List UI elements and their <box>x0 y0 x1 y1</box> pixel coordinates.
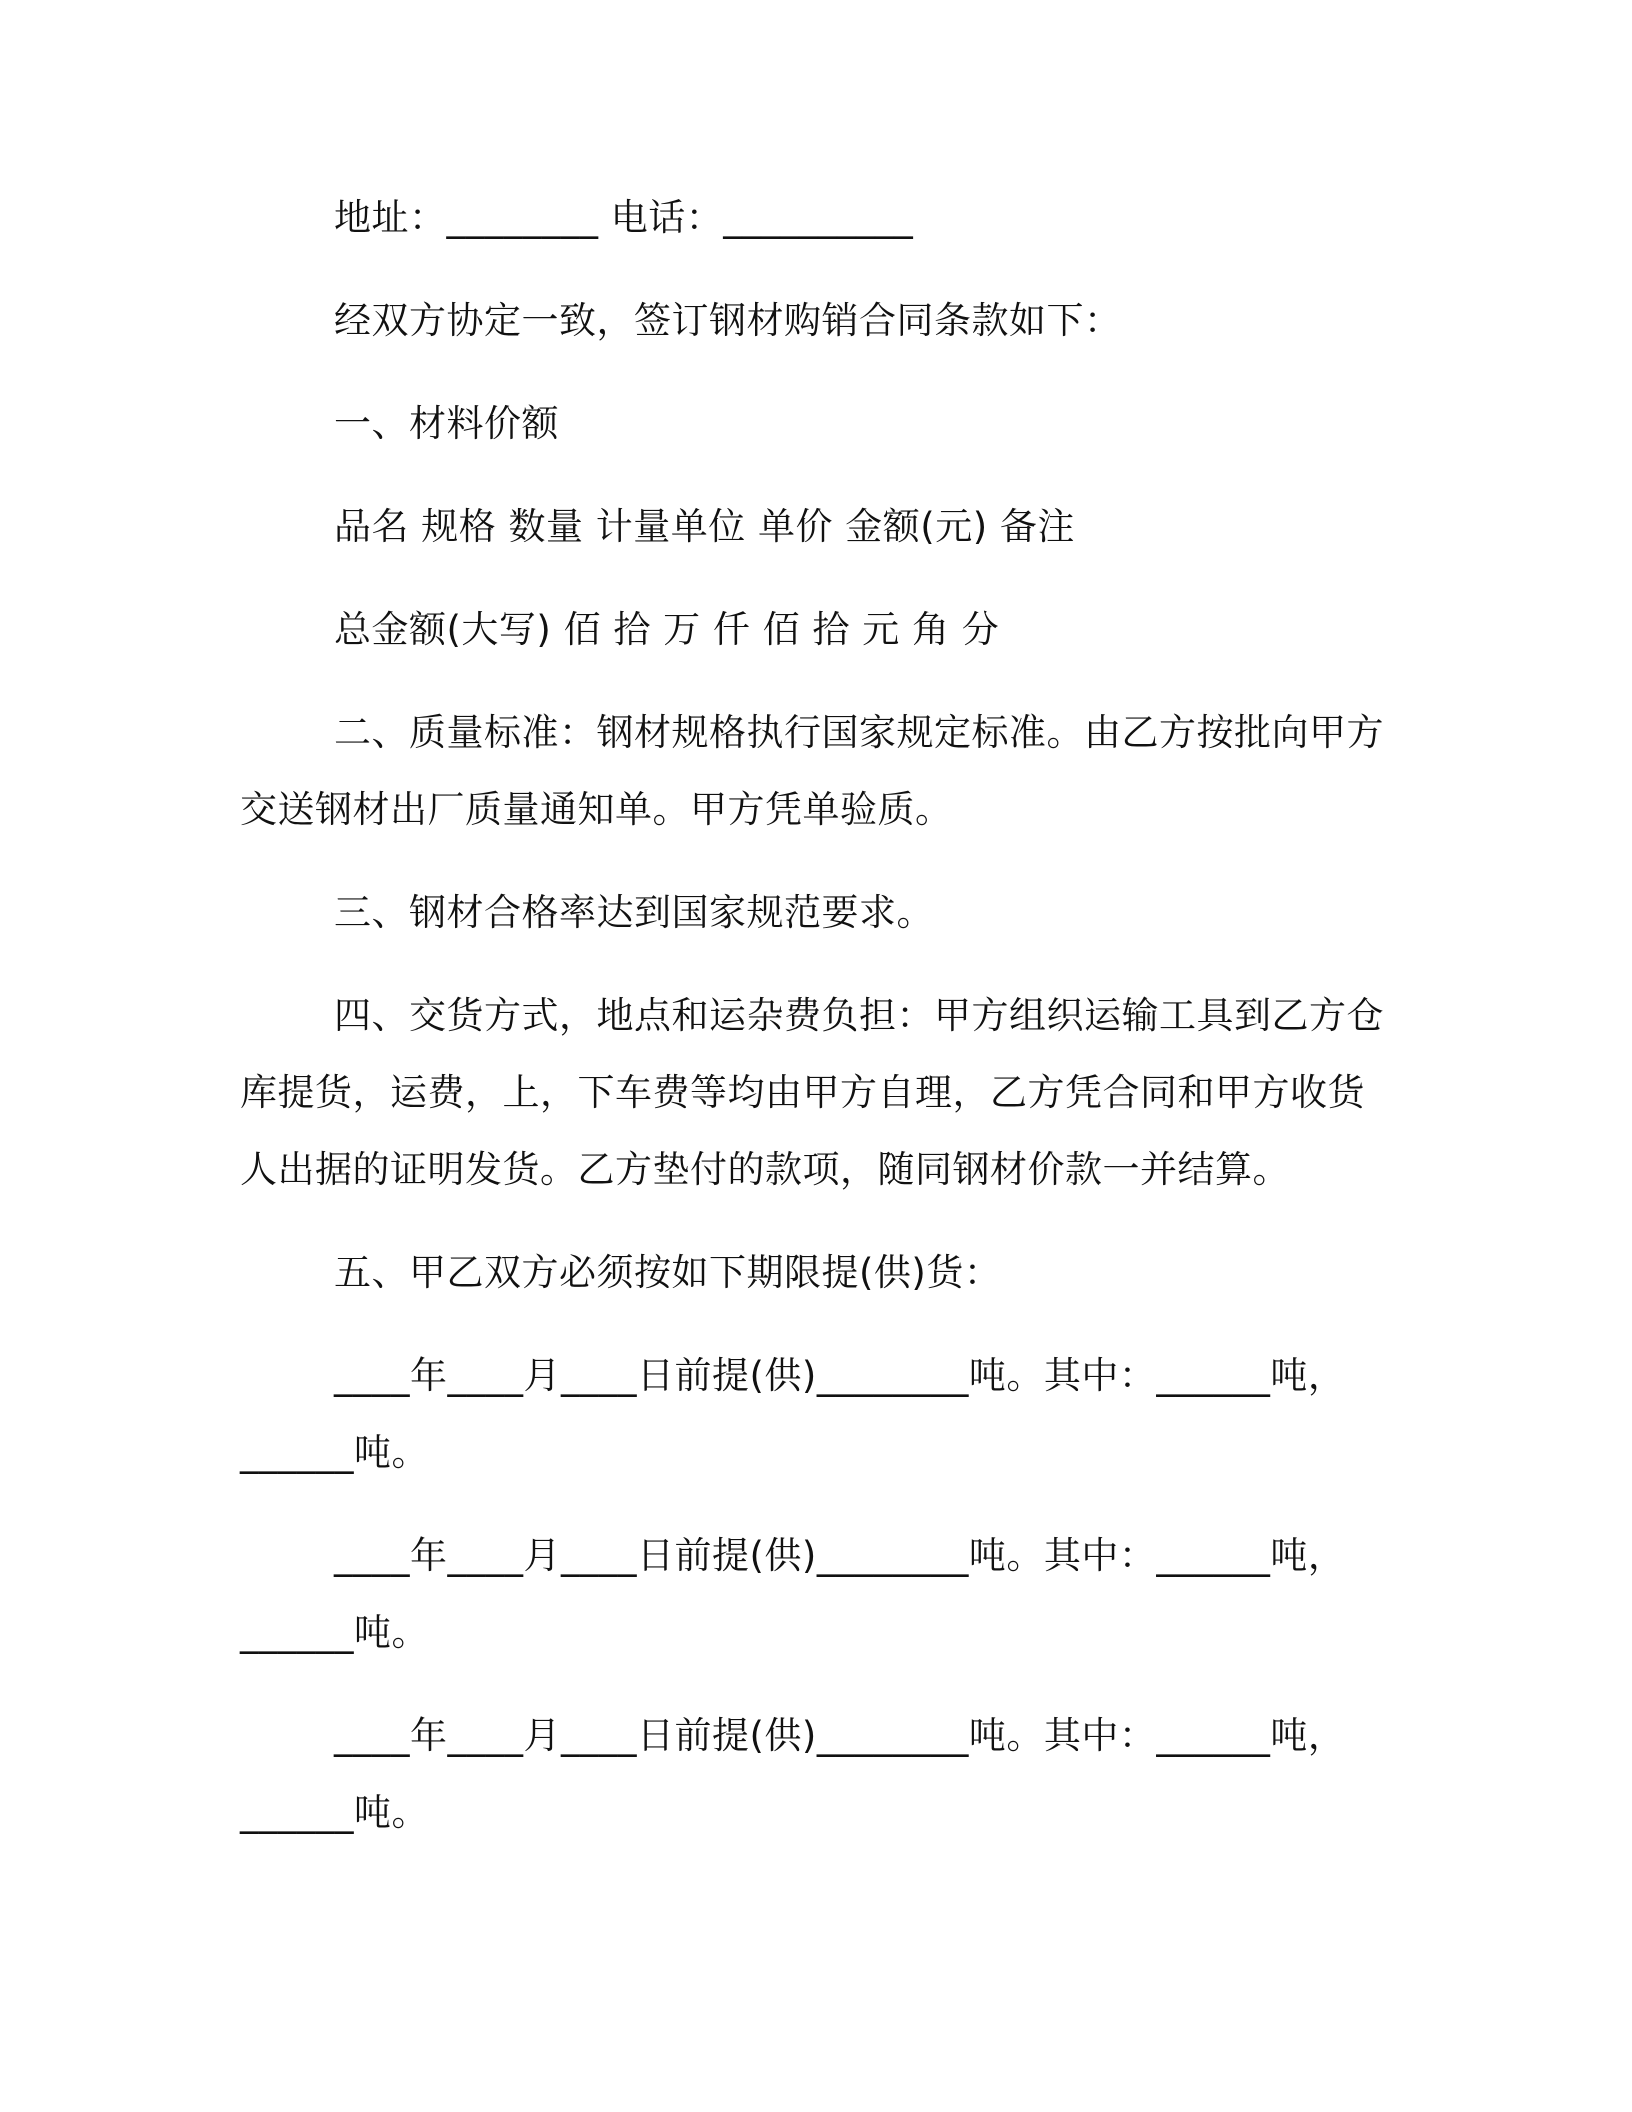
section-2-line-2: 交送钢材出厂质量通知单。甲方凭单验质。 <box>240 788 953 831</box>
delivery-schedule-1-line-1: ____年____月____日前提(供)________吨。其中：______吨， <box>334 1354 1346 1397</box>
section-4-line-3: 人出据的证明发货。乙方垫付的款项，随同钢材价款一并结算。 <box>240 1148 1290 1191</box>
section-4-line-1: 四、交货方式，地点和运杂费负担：甲方组织运输工具到乙方仓 <box>334 994 1384 1037</box>
delivery-schedule-1-line-2: ______吨。 <box>240 1431 429 1474</box>
section-5-heading: 五、甲乙双方必须按如下期限提(供)货： <box>334 1251 1002 1294</box>
total-amount-line: 总金额(大写) 佰 拾 万 仟 佰 拾 元 角 分 <box>334 608 1000 651</box>
address-phone-line: 地址：________ 电话：__________ <box>334 196 914 239</box>
section-4-line-2: 库提货，运费，上，下车费等均由甲方自理，乙方凭合同和甲方收货 <box>240 1071 1365 1114</box>
agreement-intro: 经双方协定一致，签订钢材购销合同条款如下： <box>334 299 1122 342</box>
section-3: 三、钢材合格率达到国家规范要求。 <box>334 891 934 934</box>
delivery-schedule-2-line-1: ____年____月____日前提(供)________吨。其中：______吨， <box>334 1534 1346 1577</box>
section-1-heading: 一、材料价额 <box>334 402 559 445</box>
delivery-schedule-3-line-2: ______吨。 <box>240 1791 429 1834</box>
delivery-schedule-2-line-2: ______吨。 <box>240 1611 429 1654</box>
section-2-line-1: 二、质量标准：钢材规格执行国家规定标准。由乙方按批向甲方 <box>334 711 1384 754</box>
delivery-schedule-3-line-1: ____年____月____日前提(供)________吨。其中：______吨， <box>334 1714 1346 1757</box>
material-table-header: 品名 规格 数量 计量单位 单价 金额(元) 备注 <box>334 505 1075 548</box>
